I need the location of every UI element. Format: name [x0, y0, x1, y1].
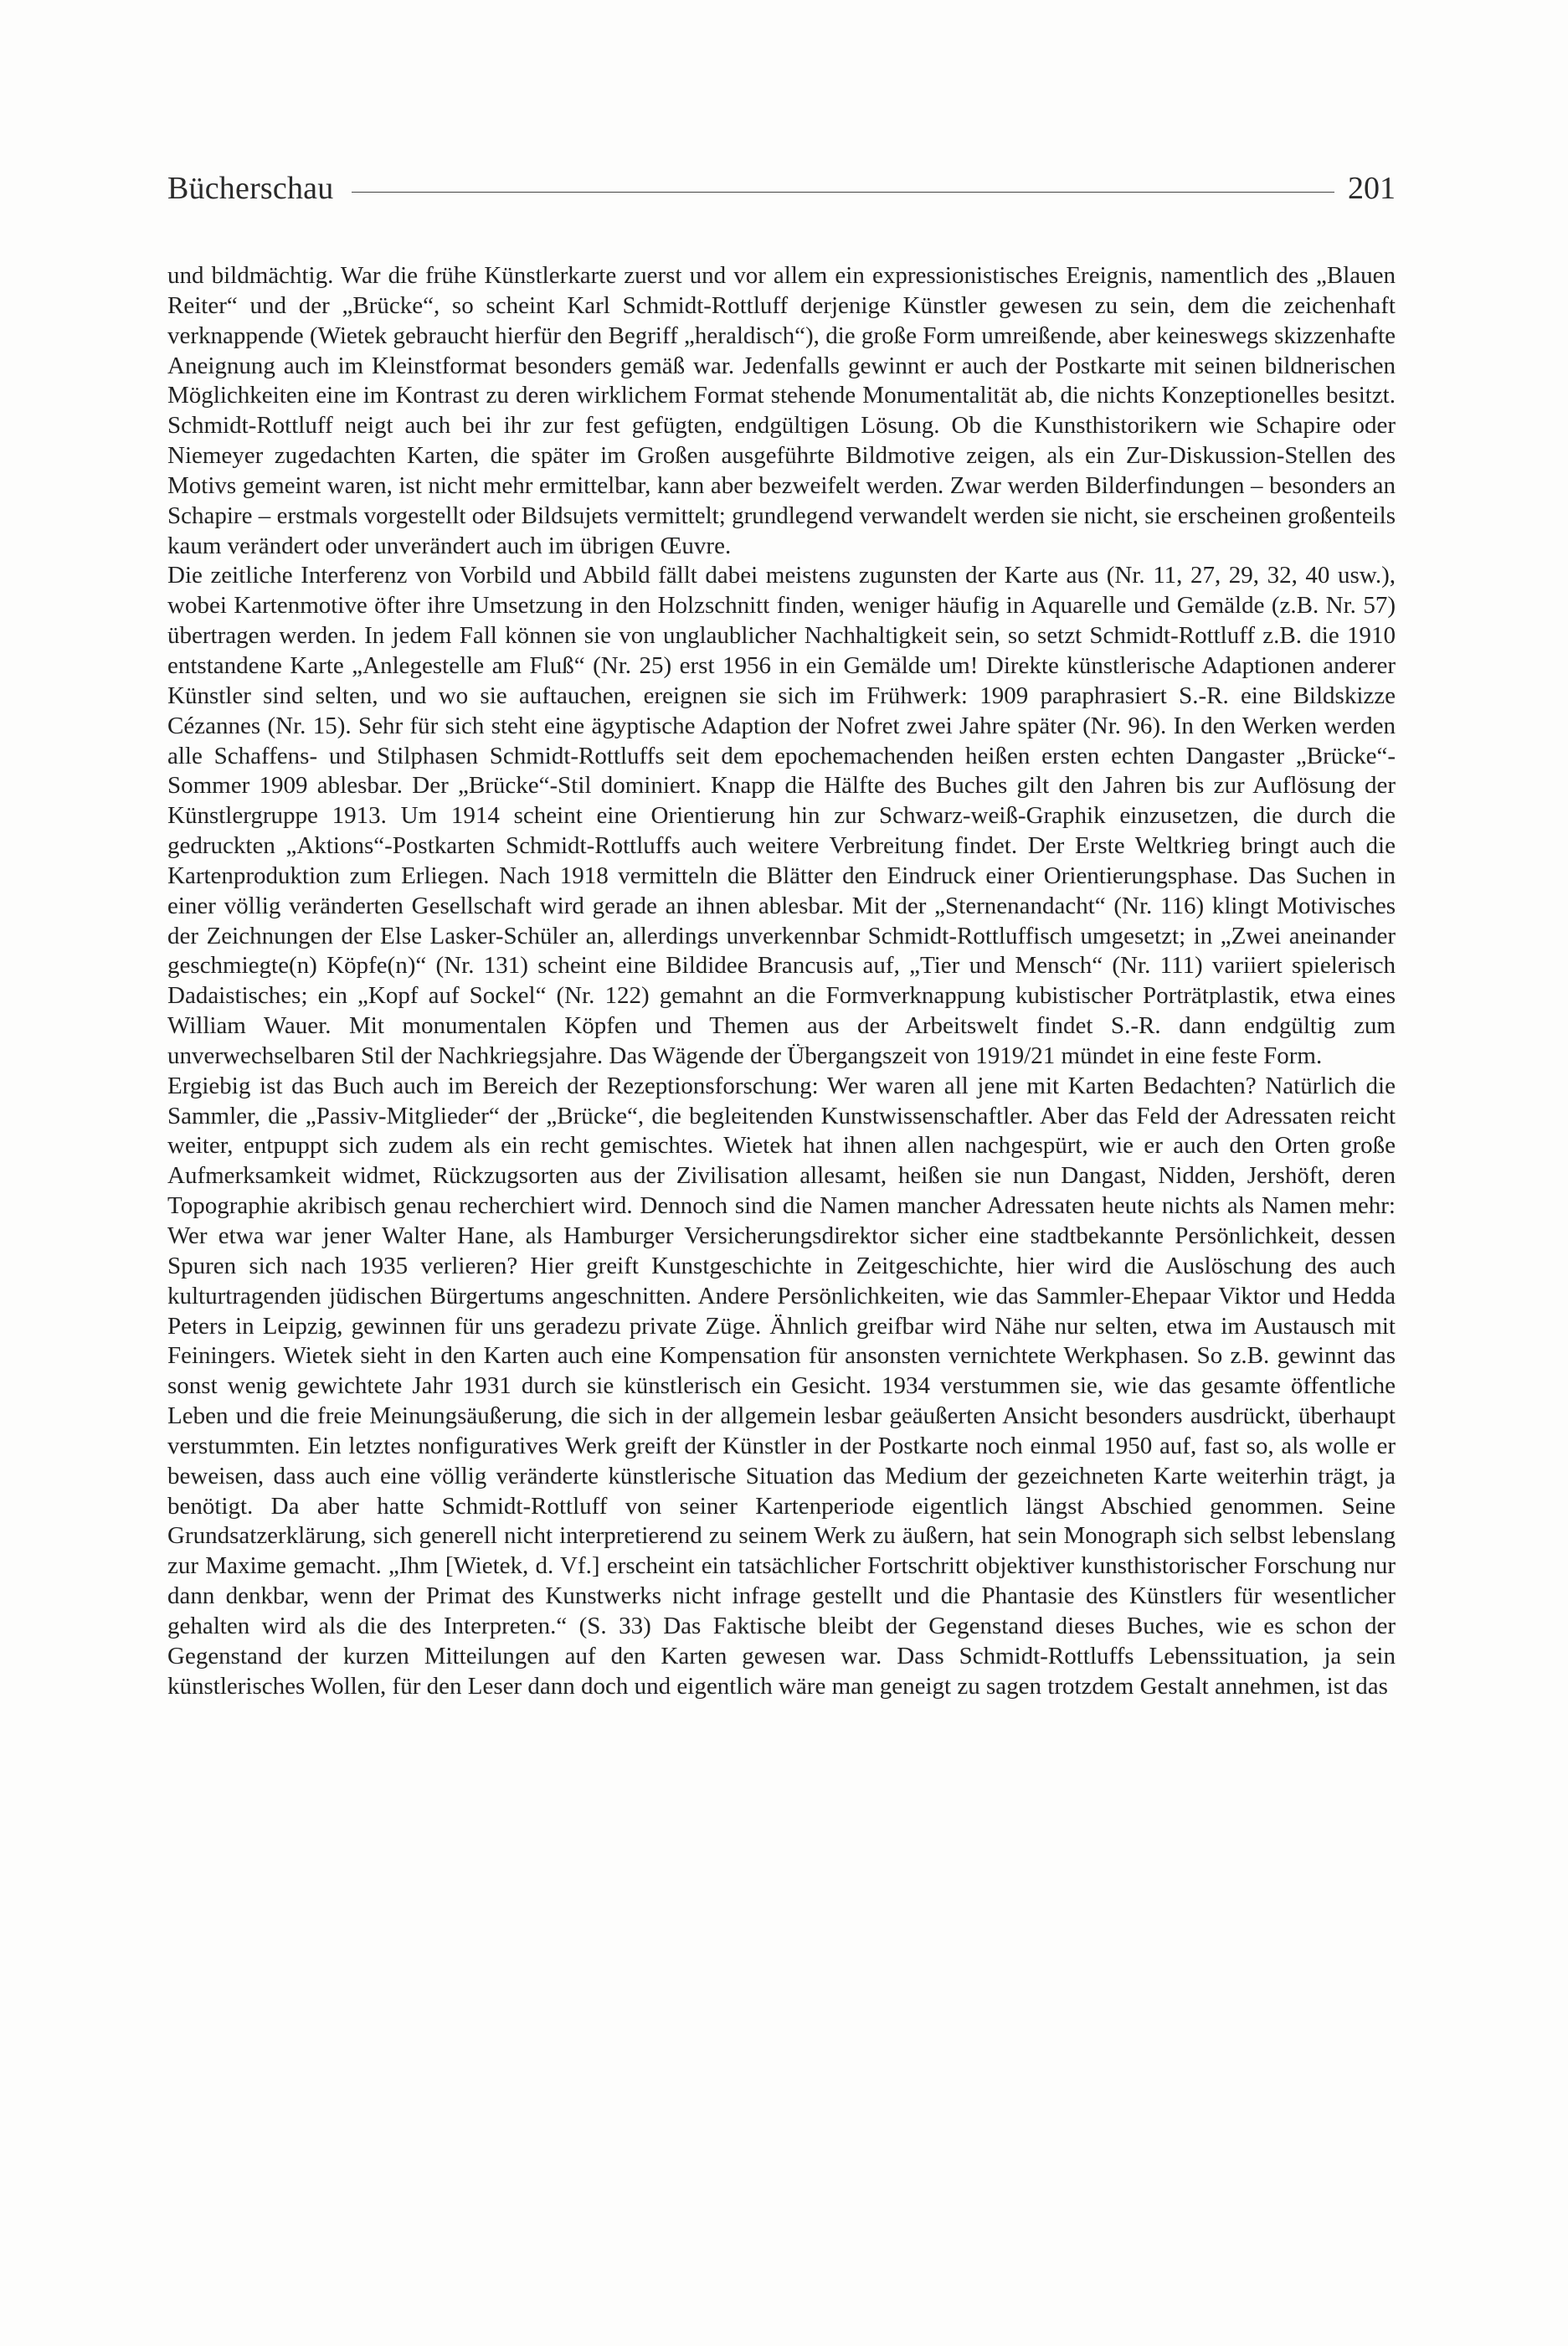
page-number: 201 [1348, 171, 1396, 206]
running-title: Bücherschau [167, 171, 334, 206]
paragraph: Ergiebig ist das Buch auch im Bereich der Rezeptionsforschung: Wer waren all jene mit Karten Bedachten? Natürlich die Sammler, die „Passiv-Mitglieder“ der „Brücke“, die begleitenden Kunstwissenschaftler. Aber das Feld der Adressaten reicht weiter, entpuppt sich zudem als ein recht gemischtes. Wietek hat ihnen allen nachgespürt, wie er auch den Orten große Aufmerksamkeit widmet, Rückzugsorten aus der Zivilisation allesamt, heißen sie nun Dangast, Nidden, Jershöft, deren Topographie akribisch genau recherchiert wird. Dennoch sind die Namen mancher Adressaten heute nichts als Namen mehr: Wer etwa war jener Walter Hane, als Hamburger Versicherungsdirektor sicher eine stadtbekannte Persönlichkeit, dessen Spuren sich nach 1935 verlieren? Hier greift Kunstgeschichte in Zeitgeschichte, hier wird die Auslöschung des auch kulturtragenden jüdischen Bürgertums angeschnitten. Andere Persönlichkeiten, wie das Sammler-Ehepaar Viktor und Hedda Peters in Leipzig, gewinnen für uns geradezu private Züge. Ähnlich greifbar wird Nähe nur selten, etwa im Austausch mit Feiningers. Wietek sieht in den Karten auch eine Kompensation für ansonsten vernichtete Werkphasen. So z.B. gewinnt das sonst wenig gewichtete Jahr 1931 durch sie künstlerisch ein Gesicht. 1934 verstummen sie, wie das gesamte öffentliche Leben und die freie Meinungsäußerung, die sich in der allgemein lesbar geäußerten Ansicht besonders ausdrückt, überhaupt verstummten. Ein letztes nonfiguratives Werk greift der Künstler in der Postkarte noch einmal 1950 auf, fast so, als wolle er beweisen, dass auch eine völlig veränderte künstlerische Situation das Medium der gezeichneten Karte weiterhin trägt, ja benötigt. Da aber hatte Schmidt-Rottluff von seiner Kartenperiode eigentlich längst Abschied genommen. Seine Grundsatzerklärung, sich generell nicht interpretierend zu seinem Werk zu äußern, hat sein Monograph sich selbst lebenslang zur Maxime gemacht. „Ihm [Wietek, d. Vf.] erscheint ein tatsächlicher Fortschritt objektiver kunsthistorischer Forschung nur dann denkbar, wenn der Primat des Kunstwerks nicht infrage gestellt und die Phantasie des Künstlers für wesentlicher gehalten wird als die des Interpreten.“ (S. 33) Das Faktische bleibt der Gegenstand dieses Buches, wie es schon der Gegenstand der kurzen Mitteilungen auf den Karten gewesen war. Dass Schmidt-Rottluffs Lebenssituation, ja sein künstlerisches Wollen, für den Leser dann doch und eigentlich wäre man geneigt zu sagen trotzdem Gestalt annehmen, ist das [167, 1072, 1396, 1700]
header-rule [352, 192, 1334, 193]
running-header [167, 163, 1396, 214]
paragraph: Die zeitliche Interferenz von Vorbild und Abbild fällt dabei meistens zugunsten der Karte aus (Nr. 11, 27, 29, 32, 40 usw.), wobei Kartenmotive öfter ihre Umsetzung in den Holzschnitt finden, weniger häufig in Aquarelle und Gemälde (z.B. Nr. 57) übertragen werden. In jedem Fall können sie von unglaublicher Nachhaltigkeit sein, so setzt Schmidt-Rottluff z.B. die 1910 entstandene Karte „Anlegestelle am Fluß“ (Nr. 25) erst 1956 in ein Gemälde um! Direkte künstlerische Adaptionen anderer Künstler sind selten, und wo sie auftauchen, ereignen sie sich im Frühwerk: 1909 paraphrasiert S.-R. eine Bildskizze Cézannes (Nr. 15). Sehr für sich steht eine ägyptische Adaption der Nofret zwei Jahre später (Nr. 96). In den Werken werden alle Schaffens- und Stilphasen Schmidt-Rottluffs seit dem epochemachenden heißen ersten echten Dangaster „Brücke“-Sommer 1909 ablesbar. Der „Brücke“-Stil dominiert. Knapp die Hälfte des Buches gilt den Jahren bis zur Auflösung der Künstlergruppe 1913. Um 1914 scheint eine Orientierung hin zur Schwarz-weiß-Graphik einzusetzen, die durch die gedruckten „Aktions“-Postkarten Schmidt-Rottluffs auch weitere Verbreitung findet. Der Erste Weltkrieg bringt auch die Kartenproduktion zum Erliegen. Nach 1918 vermitteln die Blätter den Eindruck einer Orientierungsphase. Das Suchen in einer völlig veränderten Gesellschaft wird gerade an ihnen ablesbar. Mit der „Sternenandacht“ (Nr. 116) klingt Motivisches der Zeichnungen der Else Lasker-Schüler an, allerdings unverkennbar Schmidt-Rottluffisch umgesetzt; in „Zwei aneinander geschmiegte(n) Köpfe(n)“ (Nr. 131) scheint eine Bildidee Brancusis auf, „Tier und Mensch“ (Nr. 111) variiert spielerisch Dadaistisches; ein „Kopf auf Sockel“ (Nr. 122) gemahnt an die Formverknappung kubistischer Porträtplastik, etwa eines William Wauer. Mit monumentalen Köpfen und Themen aus der Arbeitswelt findet S.-R. dann endgültig zum unverwechselbaren Stil der Nachkriegsjahre. Das Wägende der Übergangszeit von 1919/21 mündet in eine feste Form. [167, 562, 1396, 1069]
paragraph: und bildmächtig. War die frühe Künstlerkarte zuerst und vor allem ein expressionistisches Ereignis, namentlich des „Blauen Reiter“ und der „Brücke“, so scheint Karl Schmidt-Rottluff derjenige Künstler gewesen zu sein, dem die zeichenhaft verknappende (Wietek gebraucht hierfür den Begriff „heraldisch“), die große Form umreißende, aber keineswegs skizzenhafte Aneignung auch im Kleinstformat besonders gemäß war. Jedenfalls gewinnt er auch der Postkarte mit seinen bildnerischen Möglichkeiten eine im Kontrast zu deren wirklichem Format stehende Monumentalität ab, die nichts Konzeptionelles besitzt. Schmidt-Rottluff neigt auch bei ihr zur fest gefügten, endgültigen Lösung. Ob die Kunsthistorikern wie Schapire oder Niemeyer zugedachten Karten, die später im Großen ausgeführte Bildmotive zeigen, als ein Zur-Diskussion-Stellen des Motivs gemeint waren, ist nicht mehr ermittelbar, kann aber bezweifelt werden. Zwar werden Bilderfindungen – besonders an Schapire – erstmals vorgestellt oder Bildsujets vermittelt; grundlegend verwandelt werden sie nicht, sie erscheinen großenteils kaum verändert oder unverändert auch im übrigen Œuvre. [167, 262, 1396, 559]
body-text [167, 261, 1396, 1702]
